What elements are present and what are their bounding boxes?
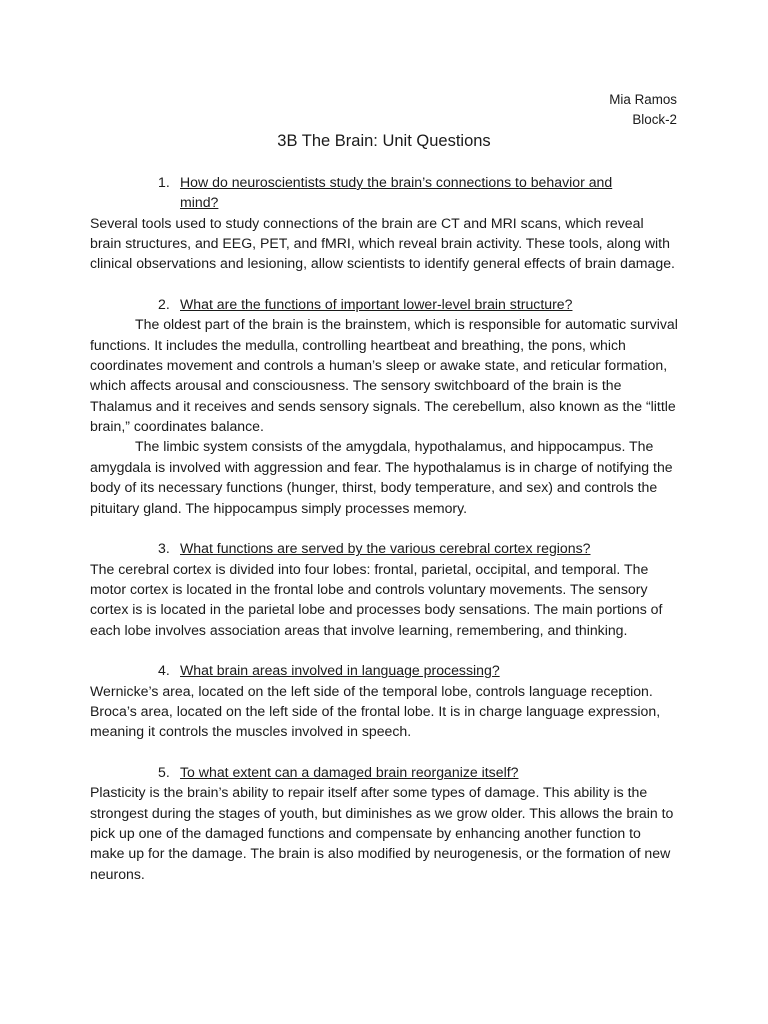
spacer [90, 742, 678, 762]
question-number: 4. [158, 662, 170, 679]
question-section-2 [90, 294, 678, 518]
question-text-line1: What functions are served by the various cerebral cortex regions? [180, 540, 591, 557]
question-text-line1: How do neuroscientists study the brain’s connections to behavior and [180, 174, 613, 190]
question-number: 1. [158, 174, 170, 190]
question-section-3 [90, 538, 678, 640]
question-5 [90, 762, 678, 782]
author-name: Mia Ramos [609, 92, 677, 107]
spacer [90, 518, 678, 538]
answer-paragraph: The limbic system consists of the amygdala, hypothalamus, and hippocampus. The amygdala is involved with aggression and fear. The hypothalamus is in charge of notifying the body of its necessary functions (hunger, thirst, body temperature, and sex) and controls the pituitary gland. The hippocampus simply processes memory. [90, 438, 673, 516]
question-text-line1: To what extent can a damaged brain reorganize itself? [180, 763, 519, 780]
question-section-1 [90, 172, 678, 274]
answer-paragraph: Wernicke’s area, located on the left side of the temporal lobe, controls language reception. Broca’s area, located on the left side of the frontal lobe. It is in charge language expression, meaning it controls the muscles involved in speech. [90, 682, 661, 740]
spacer [90, 640, 678, 660]
question-text-line1: What brain areas involved in language processing? [180, 662, 500, 679]
page-title: 3B The Brain: Unit Questions [277, 132, 491, 150]
spacer [90, 274, 678, 294]
answer-paragraph: Plasticity is the brain’s ability to repair itself after some types of damage. This ability is the strongest during the stages of youth, but diminishes as we grow older. This allows the brain to pick up one of the damaged functions and compensate by enhancing another function to make up for the damage. The brain is also modified by neurogenesis, or the formation of new neurons. [90, 784, 674, 882]
answer-paragraph: Several tools used to study connections of the brain are CT and MRI scans, which reveal brain structures, and EEG, PET, and fMRI, which reveal brain activity. These tools, along with clinical observations and lesioning, allow scientists to identify general effects of brain damage. [90, 214, 675, 272]
question-3 [90, 538, 678, 558]
answer-paragraph: The cerebral cortex is divided into four lobes: frontal, parietal, occipital, and temporal. The motor cortex is located in the frontal lobe and controls voluntary movements. The sensory cortex is is located in the parietal lobe and processes body sensations. The main portions of each lobe involves association areas that involve learning, remembering, and thinking. [90, 560, 663, 638]
question-1 [90, 172, 678, 213]
question-number: 2. [158, 296, 170, 313]
document-body [90, 172, 678, 884]
question-section-4 [90, 660, 678, 741]
question-number: 3. [158, 540, 170, 557]
question-number: 5. [158, 763, 170, 780]
answer-paragraph: The oldest part of the brain is the brainstem, which is responsible for automatic survival functions. It includes the medulla, controlling heartbeat and breathing, the pons, which coordinates movement and controls a human’s sleep or awake state, and reticular formation, which affects arousal and consciousness. The sensory switchboard of the brain is the Thalamus and it receives and sends sensory signals. The cerebellum, also known as the “little brain,” coordinates balance. [90, 316, 678, 435]
class-block: Block-2 [632, 112, 677, 127]
question-2 [90, 294, 678, 314]
question-section-5 [90, 762, 678, 884]
question-text-line1: What are the functions of important lower-level brain structure? [180, 296, 573, 313]
question-text-line2: mind? [180, 194, 219, 211]
question-4 [90, 660, 678, 680]
